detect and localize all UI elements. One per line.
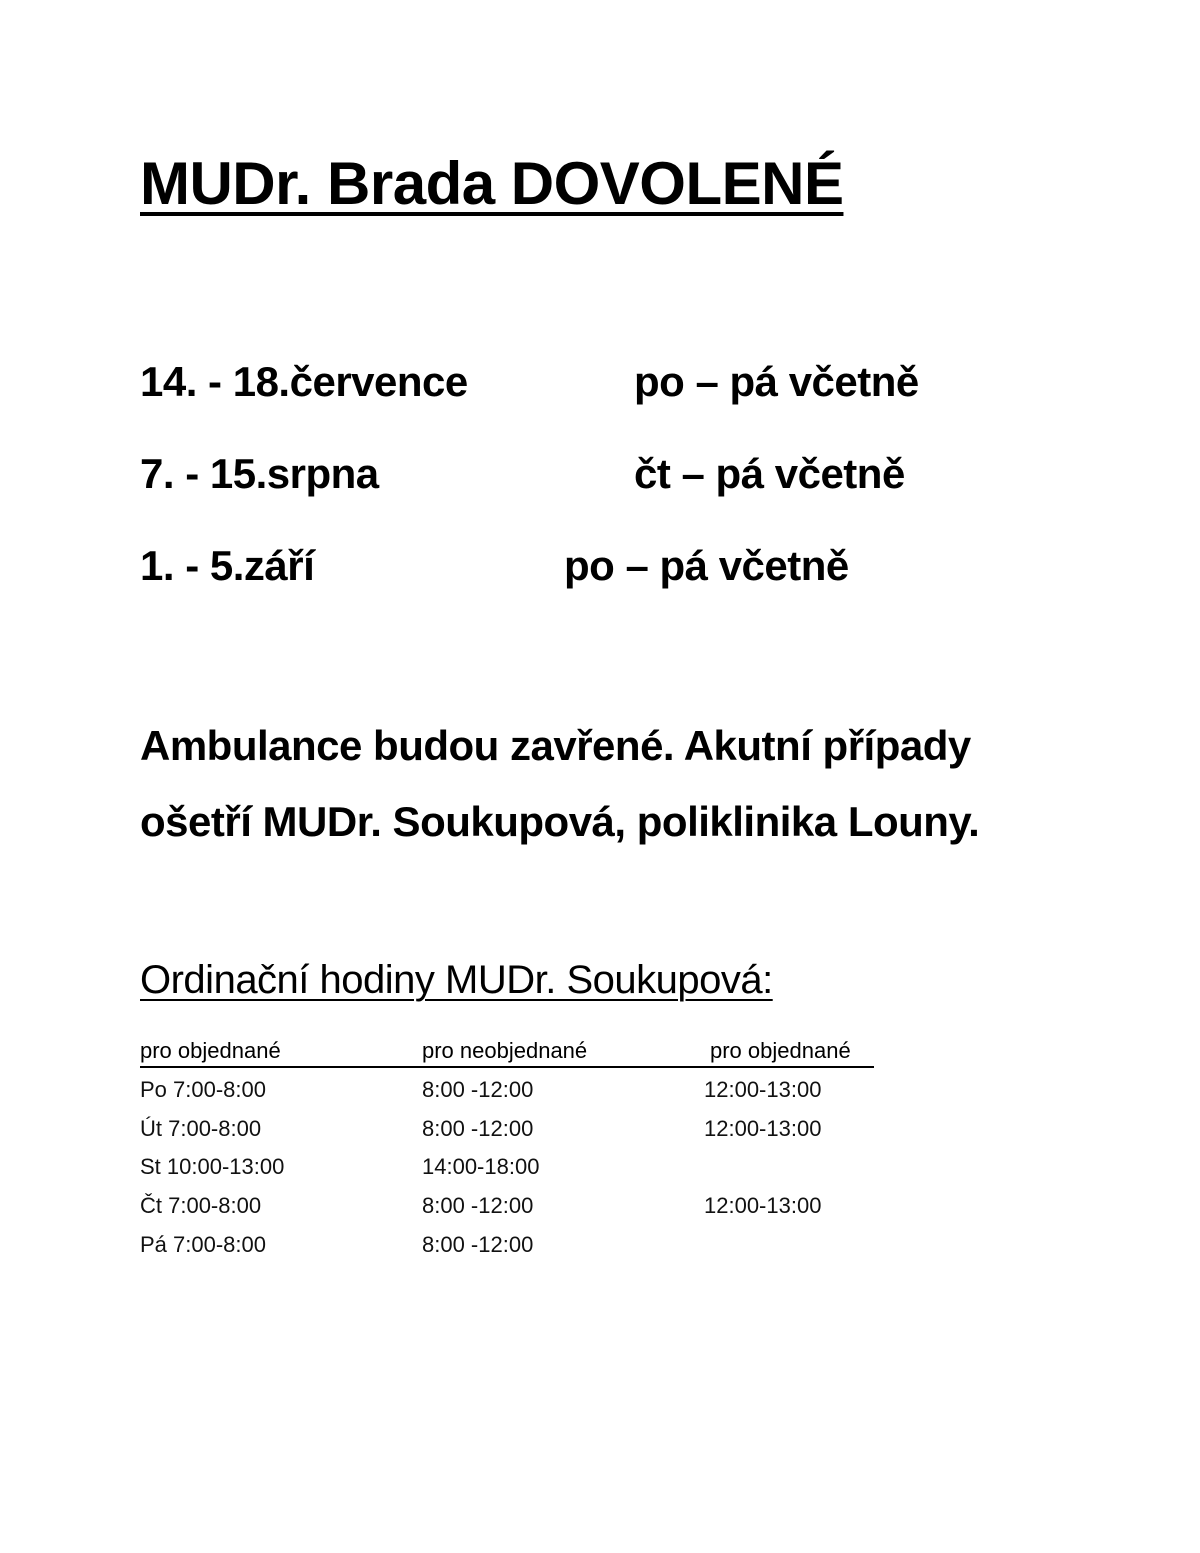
table-cell: Po 7:00-8:00 <box>140 1077 266 1102</box>
table-cell: 8:00 -12:00 <box>422 1193 534 1218</box>
table-cell: 12:00-13:00 <box>704 1077 822 1102</box>
notice-line-2: ošetří MUDr. Soukupová, poliklinika Louny. <box>140 798 980 845</box>
vacation-dates: 7. - 15.srpna <box>140 450 379 497</box>
column-header: pro objednané <box>710 1038 851 1063</box>
table-cell: Pá 7:00-8:00 <box>140 1232 266 1257</box>
column-header: pro neobjednané <box>422 1038 588 1063</box>
table-cell: 12:00-13:00 <box>704 1193 822 1218</box>
table-cell: St 10:00-13:00 <box>140 1154 285 1179</box>
page-title: MUDr. Brada DOVOLENÉ <box>140 150 844 217</box>
column-header: pro objednané <box>140 1038 281 1063</box>
notice-line-1: Ambulance budou zavřené. Akutní případy <box>140 722 971 769</box>
table-cell: Čt 7:00-8:00 <box>140 1193 262 1218</box>
table-cell: 8:00 -12:00 <box>422 1077 534 1102</box>
hours-title: Ordinační hodiny MUDr. Soukupová: <box>140 958 773 1002</box>
table-cell: 8:00 -12:00 <box>422 1232 534 1257</box>
vacation-dates: 1. - 5.září <box>140 542 315 589</box>
vacation-days: po – pá včetně <box>564 542 849 589</box>
table-cell: 14:00-18:00 <box>422 1154 540 1179</box>
table-cell: 8:00 -12:00 <box>422 1116 534 1141</box>
vacation-dates: 14. - 18.července <box>140 358 468 405</box>
vacation-days: čt – pá včetně <box>634 450 905 497</box>
vacation-days: po – pá včetně <box>634 358 919 405</box>
table-cell: 12:00-13:00 <box>704 1116 822 1141</box>
table-cell: Út 7:00-8:00 <box>140 1116 262 1141</box>
header-underline <box>140 1066 874 1068</box>
